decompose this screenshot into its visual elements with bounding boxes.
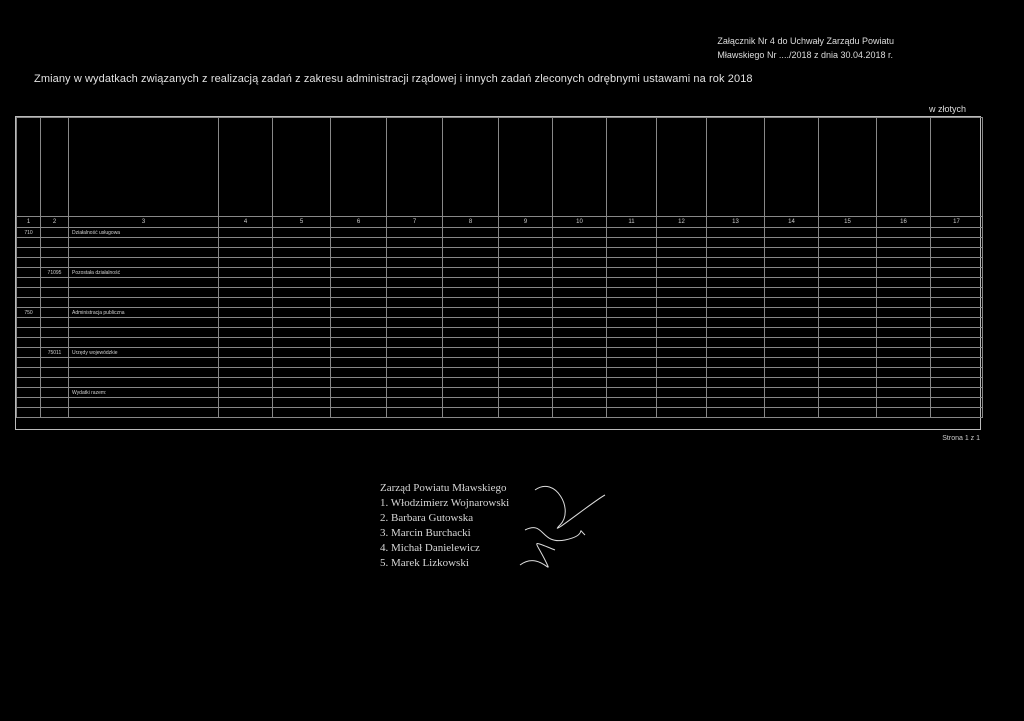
handwritten-signatures	[515, 470, 615, 585]
signature-line: 2. Barbara Gutowska	[380, 512, 474, 524]
document-title: Zmiany w wydatkach związanych z realizacją zadań z zakresu administracji rządowej i innych zadań zleconych odrębnymi ustawami na rok 2018	[34, 73, 753, 85]
column-number-row: 1 2 3 4 5 6 7 8 9 10 11 12 13 14 15 16 17	[17, 217, 983, 228]
table-row: 710 Działalność usługowa	[17, 228, 983, 238]
attachment-header-line1: Załącznik Nr 4 do Uchwały Zarządu Powiatu	[717, 36, 894, 46]
signature-line: 4. Michał Danielewicz	[380, 542, 480, 554]
signature-heading: Zarząd Powiatu Mławskiego	[380, 482, 507, 494]
table-row: Wydatki razem:	[17, 388, 983, 398]
table-row: 71095 Pozostała działalność	[17, 268, 983, 278]
table-header-row	[17, 118, 983, 217]
signature-block	[380, 481, 509, 571]
table-row: 750 Administracja publiczna	[17, 308, 983, 318]
unit-label: w złotych	[928, 104, 966, 114]
table-row: 75011 Urzędy wojewódzkie	[17, 348, 983, 358]
page-number: Strona 1 z 1	[942, 435, 980, 442]
attachment-header-line2: Mławskiego Nr ..../2018 z dnia 30.04.2018 r.	[717, 50, 894, 60]
signature-line: 5. Marek Lizkowski	[380, 557, 469, 569]
signature-line: 1. Włodzimierz Wojnarowski	[380, 497, 510, 509]
signature-line: 3. Marcin Burchacki	[380, 527, 471, 539]
attachment-header	[717, 34, 894, 62]
expenditure-table	[15, 116, 981, 430]
